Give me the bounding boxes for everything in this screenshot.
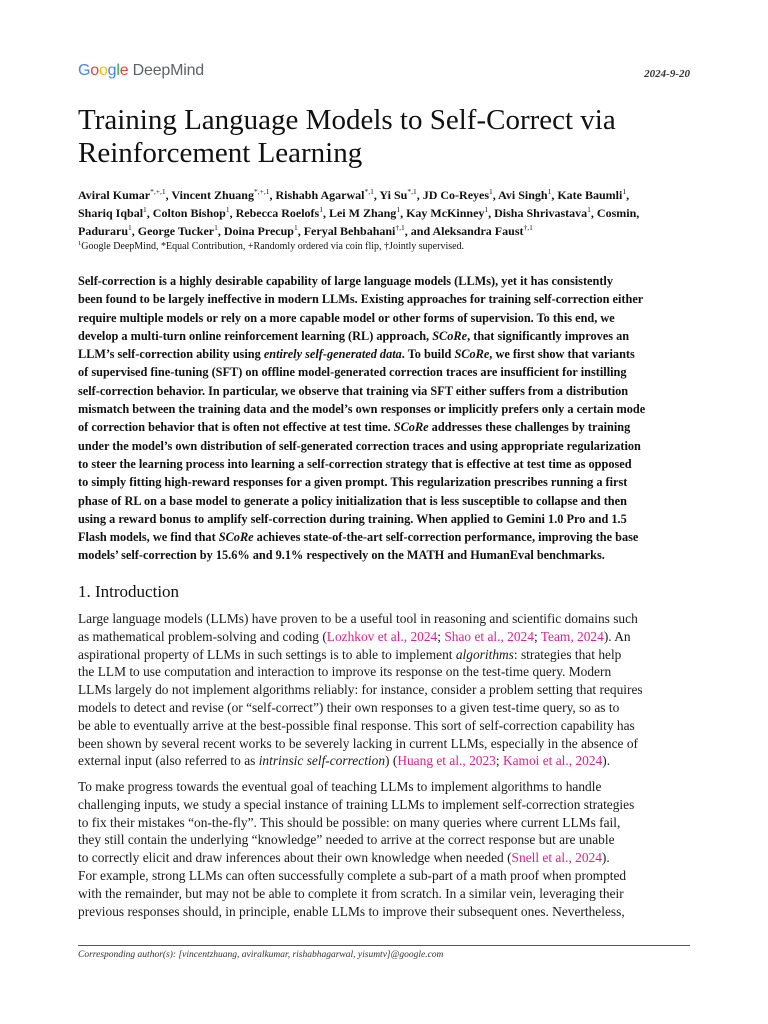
- abstract-line: of supervised fine-tuning (SFT) on offline model-generated correction traces are insufficient for instilling: [78, 365, 627, 380]
- author-name: Rishabh Agarwal: [275, 188, 365, 202]
- author-line-1: Aviral Kumar$^{*,+,1}$, Vincent Zhuang$^{*,+,1}$, Rishabh Agarwal$^{*,1}$, Yi $Su^{*,1}$, JD Co-Reyes$^1$, Avi Singh$^1$, Kate Baumli$^1$,: [78, 187, 630, 202]
- author-name: Colton Bishop: [152, 206, 226, 220]
- author-affiliation-mark: 1: [319, 205, 323, 214]
- text-line: [78, 752, 690, 770]
- author-name: Doina Precup: [223, 224, 294, 238]
- text-line: with the remainder, but may not be able to complete it from scratch. In a similar vein, leveraging their: [78, 885, 624, 901]
- author-affiliation-mark: 1: [293, 223, 298, 232]
- abstract-line: Flash models, we find that SCoRe achieves state-of-the-art self-correction performance, improving the base: [78, 530, 639, 545]
- author-affiliation-mark: *,1: [407, 187, 417, 196]
- text-line: To make progress towards the eventual goal of teaching LLMs to implement algorithms to handle: [78, 779, 602, 794]
- citation-link[interactable]: Shao et al., 2024: [444, 628, 534, 644]
- text-line: models to detect and revise (or “self-correct”) their own responses to a given test-time query, so as to: [78, 699, 620, 715]
- author-name: Paduraru: [78, 224, 129, 238]
- corresponding-authors: Corresponding author(s): [vincentzhuang, aviralkumar, rishabhagarwal, yisumtv]@google.com: [78, 950, 444, 960]
- author-name: Yi Su: [379, 188, 408, 202]
- author-name: JD Co-Reyes: [422, 188, 490, 202]
- abstract-line: models’ self-correction by 15.6% and 9.1% respectively on the MATH and HumanEval benchmarks.: [78, 548, 605, 563]
- abstract-line: to simply fitting high-reward responses for a given prompt. This regularization prescribes running a first: [78, 475, 628, 490]
- author-affiliation-mark: 1: [396, 205, 401, 214]
- citation-link[interactable]: Lozhkov et al., 2024: [326, 628, 438, 644]
- text-span: ;: [437, 628, 445, 644]
- author-affiliation-mark: 1: [622, 187, 627, 196]
- title-line-1: Training Language Models to Self-Correct via: [78, 104, 616, 136]
- abstract-line: of correction behavior that is often not effective at test time. SCoRe addresses these challenges by training: [78, 420, 631, 435]
- author-line-2: Shariq Iqbal$^1$, Colton Bishop$^1$, Rebecca Roelofs$^1$, Lei M Zhang$^1$, Kay McKinney$^1$, Disha Shrivastava$^1$, Cosmin,: [78, 205, 640, 220]
- text-span: ).: [602, 753, 611, 769]
- text-line: [78, 628, 690, 646]
- text-line: challenging inputs, we study a special instance of training LLMs to implement self-correction strategies: [78, 796, 635, 812]
- abstract-line: Self-correction is a highly desirable capability of large language models (LLMs), yet it has consistently: [78, 274, 613, 288]
- text-span: ). An: [603, 628, 631, 644]
- footer-divider: [78, 945, 690, 946]
- intro-paragraph-1: [78, 610, 690, 770]
- author-line-3: Paduraru$^1$, George Tucker$^1$, Doina Precup$^1$, Feryal Behbahani$^{\dagger,1}$, and Aleksandra Faust$^{\dagger,1}$: [78, 223, 533, 238]
- abstract: [78, 272, 690, 565]
- author-name: Shariq Iqbal: [78, 206, 144, 220]
- text-span: external input (also referred to as: [78, 753, 259, 769]
- author-name: Kay McKinney: [406, 206, 485, 220]
- abstract-line: develop a multi-turn online reinforcement learning (RL) approach, SCoRe, that significantly improves an: [78, 328, 630, 343]
- text-span: ;: [495, 753, 503, 769]
- text-line: LLMs largely do not implement algorithms reliably: for instance, consider a problem setting that requires: [78, 682, 643, 698]
- abstract-line: require multiple models or rely on a more capable model or other forms of supervision. To this end, we: [78, 310, 615, 325]
- section-heading-introduction: 1. Introduction: [78, 582, 180, 601]
- author-affiliation-mark: †,1: [523, 223, 533, 232]
- abstract-line: mismatch between the training data and the model’s own responses or implicitly prefers only a certain mode: [78, 402, 646, 417]
- author-name: Avi Singh: [498, 188, 548, 202]
- text-line: they still contain the underlying “knowledge” needed to arrive at the correct response but are unable: [78, 832, 615, 848]
- text-span: ).: [601, 850, 610, 866]
- author-affiliation-mark: 1: [489, 187, 493, 196]
- author-name: Lei M Zhang: [328, 206, 397, 220]
- author-affiliation-mark: *,+,1: [150, 187, 166, 196]
- author-name: Feryal Behbahani: [303, 224, 396, 238]
- abstract-line: phase of RL on a base model to generate a policy initialization that is less susceptible to collapse and then: [78, 493, 627, 508]
- title-line-2: Reinforcement Learning: [78, 137, 363, 169]
- emphasis: intrinsic self-correction: [258, 753, 386, 769]
- author-affiliation-mark: 1: [587, 205, 591, 214]
- affiliations-text: Google DeepMind, *Equal Contribution, +Randomly ordered via coin flip, †Jointly supervised.: [81, 241, 465, 252]
- text-line: the LLM to use computation and interaction to improve its response on the test-time query. Modern: [78, 664, 612, 680]
- author-affiliation-mark: *,1: [364, 187, 374, 196]
- google-deepmind-logo: Google DeepMind: [78, 62, 205, 79]
- author-name: Aviral Kumar: [78, 188, 151, 202]
- text-line: Large language models (LLMs) have proven to be a useful tool in reasoning and scientific domains such: [78, 611, 638, 626]
- author-name: Cosmin: [596, 206, 637, 220]
- author-name: and Aleksandra Faust: [410, 224, 524, 238]
- author-affiliation-mark: 1: [547, 187, 552, 196]
- text-span: as mathematical problem-solving and coding (: [78, 628, 327, 644]
- author-affiliation-mark: 1: [484, 205, 489, 214]
- text-span: ;: [533, 628, 541, 644]
- text-span: aspirational property of LLMs in such settings is to able to implement: [78, 646, 456, 662]
- text-span: to correctly elicit and draw inferences about their own knowledge when needed (: [78, 850, 512, 866]
- abstract-line: under the model’s own distribution of self-generated correction traces and using appropriate regularization: [78, 438, 641, 453]
- text-line: [78, 646, 690, 664]
- paper-date: 2024-9-20: [644, 68, 690, 80]
- author-name: Rebecca Roelofs: [235, 206, 320, 220]
- text-line: previous responses should, in principle, enable LLMs to improve their subsequent ones. Nevertheless,: [78, 903, 625, 919]
- abstract-line: been found to be largely ineffective in modern LLMs. Existing approaches for training self-correction either: [78, 292, 644, 307]
- author-list: [78, 186, 690, 254]
- affiliations: $^1$Google DeepMind, *Equal Contribution, +Randomly ordered via coin flip, †Jointly supervised.: [78, 240, 465, 252]
- text-line: For example, strong LLMs can often successfully complete a sub-part of a math proof when prompted: [78, 867, 627, 883]
- paper-title: [78, 104, 690, 170]
- author-affiliation-mark: 1: [143, 205, 147, 214]
- text-span: ) (: [385, 753, 398, 769]
- citation-link[interactable]: Kamoi et al., 2024: [502, 753, 603, 769]
- text-line: been shown by several recent works to be severely lacking in current LLMs, especially in the absence of: [78, 735, 638, 751]
- author-affiliation-mark: †,1: [395, 223, 405, 232]
- citation-link[interactable]: Huang et al., 2023: [397, 753, 496, 769]
- text-line: to fix their mistakes “on-the-fly”. This should be possible: on many queries where current LLMs fail,: [78, 814, 621, 830]
- abstract-line: LLM’s self-correction ability using entirely self-generated data. To build SCoRe, we first show that variants: [78, 347, 635, 362]
- author-affiliation-mark: 1: [225, 205, 230, 214]
- text-line: [78, 849, 690, 867]
- citation-link[interactable]: Snell et al., 2024: [511, 850, 602, 866]
- author-name: Kate Baumli: [557, 188, 623, 202]
- author-affiliation-mark: 1: [128, 223, 132, 232]
- author-name: George Tucker: [137, 224, 215, 238]
- emphasis: algorithms: [455, 646, 514, 662]
- author-affiliation-mark: *,+,1: [253, 187, 270, 196]
- citation-link[interactable]: Team, 2024: [540, 628, 604, 644]
- intro-paragraph-2: [78, 778, 690, 920]
- text-line: be able to eventually arrive at the best-possible final response. This sort of self-correction capability has: [78, 717, 635, 733]
- abstract-line: self-correction behavior. In particular, we observe that training via SFT either suffers from a distribution: [78, 383, 629, 398]
- text-span: : strategies that help: [513, 646, 622, 662]
- author-name: Disha Shrivastava: [494, 206, 588, 220]
- abstract-line: to steer the learning process into learning a self-correction strategy that is effective at test time as opposed: [78, 456, 632, 471]
- author-name: Vincent Zhuang: [171, 188, 254, 202]
- page-header: [78, 60, 690, 84]
- abstract-line: using a reward bonus to amplify self-correction during training. When applied to Gemini 1.0 Pro and 1.5: [78, 511, 627, 526]
- author-affiliation-mark: 1: [214, 223, 218, 232]
